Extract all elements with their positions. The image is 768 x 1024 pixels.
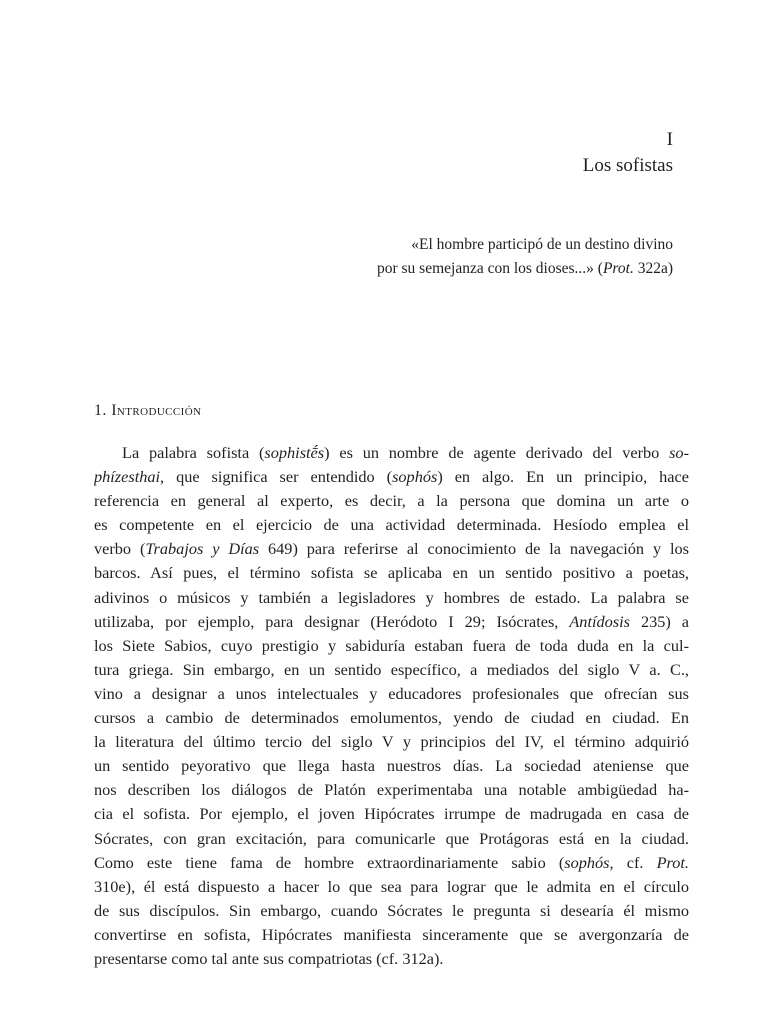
text-run: 649) para referirse al conocimiento de la navegación y los [259,539,689,559]
italic-term: Prot. [656,852,689,872]
text-run: cursos a cambio de determinados emolumentos, yendo de ciudad en ciudad. En [94,708,689,728]
paragraph-line [94,827,689,851]
text-run: verbo ( [94,539,146,559]
text-run: presentarse como tal ante sus compatriotas (cf. 312a). [94,948,444,968]
text-run: 235) a [629,611,689,631]
text-run: Sócrates, con gran excitación, para comunicarle que Protágoras está en la ciudad. [94,828,689,848]
paragraph-line [94,899,689,923]
text-run: La palabra sofista ( [122,443,265,462]
paragraph-line [94,465,689,489]
paragraph-line [94,682,689,706]
text-run: utilizaba, por ejemplo, para designar (Heródoto I 29; Isócrates, [94,611,570,631]
italic-term: sophistḗs [264,443,325,462]
italic-term: Trabajos y Días [145,539,260,559]
text-run: 310e), él está dispuesto a hacer lo que sea para lograr que le admita en el círculo [94,876,689,896]
italic-term: sophós [392,467,438,487]
text-run: un sentido peyorativo que llega hasta nuestros días. La sociedad ateniense que [94,756,689,776]
text-run: cia el sofista. Por ejemplo, el joven Hipócrates irrumpe de madrugada en casa de [94,804,689,824]
text-run: Como este tiene fama de hombre extraordinariamente sabio ( [94,852,565,872]
paragraph-line [94,586,689,610]
text-run: tura griega. Sin embargo, en un sentido específico, a mediados del siglo V a. C., [94,659,689,679]
paragraph-line [94,634,689,658]
paragraph-line [94,778,689,802]
italic-term: Antídosis [569,611,630,631]
italic-term: phízesthai [94,467,161,487]
section-heading: 1. Introducción [94,402,202,419]
epigraph-line-2-prefix: por su semejanza con los dioses...» ( [376,260,603,277]
paragraph-line [94,730,689,754]
chapter-title: Los sofistas [582,155,673,176]
epigraph-reference: Prot. [602,260,634,277]
text-run: ) en algo. En un principio, hace [437,467,689,487]
paragraph-line [94,802,689,826]
text-run: convertirse en sofista, Hipócrates manifiesta sinceramente que se avergonzaría de [94,924,689,944]
text-run: la literatura del último tercio del siglo V y principios del IV, el término adquirió [94,732,689,752]
paragraph-line [94,754,689,778]
text-run: vino a designar a unos intelectuales y educadores profesionales que ofrecían sus [94,683,689,703]
text-run: es competente en el ejercicio de una actividad determinada. Hesíodo emplea el [94,515,689,535]
body-paragraph [94,441,689,971]
paragraph-line [94,706,689,730]
paragraph-line [94,489,689,513]
epigraph-line-2-suffix: 322a) [633,260,673,277]
paragraph-line [94,658,689,682]
paragraph-line [94,513,689,537]
text-run: los Siete Sabios, cuyo prestigio y sabiduría estaban fuera de toda duda en la cul- [94,635,689,655]
paragraph-line [94,947,689,971]
epigraph-line-2 [293,257,673,281]
epigraph [293,233,673,281]
paragraph-line [94,923,689,947]
paragraph-line [94,537,689,561]
text-run: ) es un nombre de agente derivado del verbo [324,443,670,462]
paragraph-line [94,441,689,465]
text-run: , cf. [609,852,657,872]
paragraph-line [94,610,689,634]
paragraph-line [94,851,689,875]
paragraph-line [94,875,689,899]
text-run: adivinos o músicos y también a legisladores y hombres de estado. La palabra se [94,587,689,607]
paragraph-line [94,561,689,585]
epigraph-line-1: «El hombre participó de un destino divino [411,236,673,253]
italic-term: so- [669,443,689,462]
text-run: de sus discípulos. Sin embargo, cuando Sócrates le pregunta si desearía él mismo [94,900,689,920]
text-run: referencia en general al experto, es decir, a la persona que domina un arte o [94,491,689,511]
italic-term: sophós [564,852,610,872]
chapter-number: I [666,129,673,150]
text-run: , que significa ser entendido ( [160,467,393,487]
text-run: barcos. Así pues, el término sofista se aplicaba en un sentido positivo a poetas, [94,563,689,583]
text-run: nos describen los diálogos de Platón experimentaba una notable ambigüedad ha- [94,780,689,800]
